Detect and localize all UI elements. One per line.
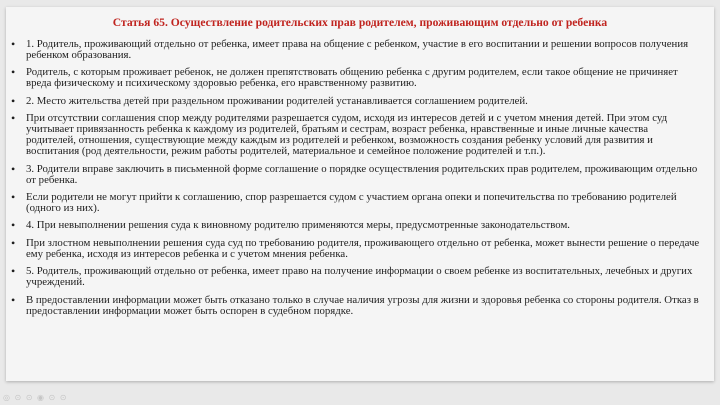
article-bullet-list bbox=[10, 39, 700, 323]
list-item: • Родитель, с которым проживает ребенок, не должен препятствовать общению ребенка с другим родителем, если такое общение не причиняет вреда физическому и психическому здоровью ребенка, его нравственному развитию. bbox=[10, 67, 700, 89]
slide-title: Статья 65. Осуществление родительских прав родителем, проживающим отдельно от ребенка bbox=[112, 16, 608, 29]
list-item: • Если родители не могут прийти к соглашению, спор разрешается судом с участием органа опеки и попечительства по требованию родителей (одного из них). bbox=[10, 192, 700, 214]
list-item: • 3. Родители вправе заключить в письменной форме соглашение о порядке осуществления родительских прав родителем, проживающим отдельно от ребенка. bbox=[10, 164, 700, 186]
list-item: • В предоставлении информации может быть отказано только в случае наличия угрозы для жизни и здоровья ребенка со стороны родителя. Отказ в предоставлении информации может быть оспорен в судебном порядке. bbox=[10, 295, 700, 317]
list-item: • 1. Родитель, проживающий отдельно от ребенка, имеет права на общение с ребенком, участие в его воспитании и решении вопросов получения ребенком образования. bbox=[10, 39, 700, 61]
list-item: • 5. Родитель, проживающий отдельно от ребенка, имеет право на получение информации о своем ребенке из воспитательных, лечебных и других учреждений. bbox=[10, 266, 700, 288]
list-item: • 4. При невыполнении решения суда к виновному родителю применяются меры, предусмотренные законодательством. bbox=[10, 220, 700, 231]
list-item: • При отсутствии соглашения спор между родителями разрешается судом, исходя из интересов детей и с учетом мнения детей. При этом суд учитывает привязанность ребенка к каждому из родителей, братьям и сестрам, возраст ребенка, нравственные и иные личные качества родителей, отношения, существующие между каждым из родителей и ребенком, возможность создания ребенку условий для развития и воспитания (род деятельности, режим работы родителей, материальное и семейное положение родителей и т.п.). bbox=[10, 113, 700, 157]
watermark-logo: ◎ ⊙ ⊙ ◉ ⊙ ⊙ bbox=[3, 393, 68, 402]
list-item: • 2. Место жительства детей при раздельном проживании родителей устанавливается соглашением родителей. bbox=[10, 96, 700, 107]
list-item: • При злостном невыполнении решения суда суд по требованию родителя, проживающего отдельно от ребенка, может вынести решение о передаче ему ребенка, исходя из интересов ребенка и с учетом мнения ребенка. bbox=[10, 238, 700, 260]
